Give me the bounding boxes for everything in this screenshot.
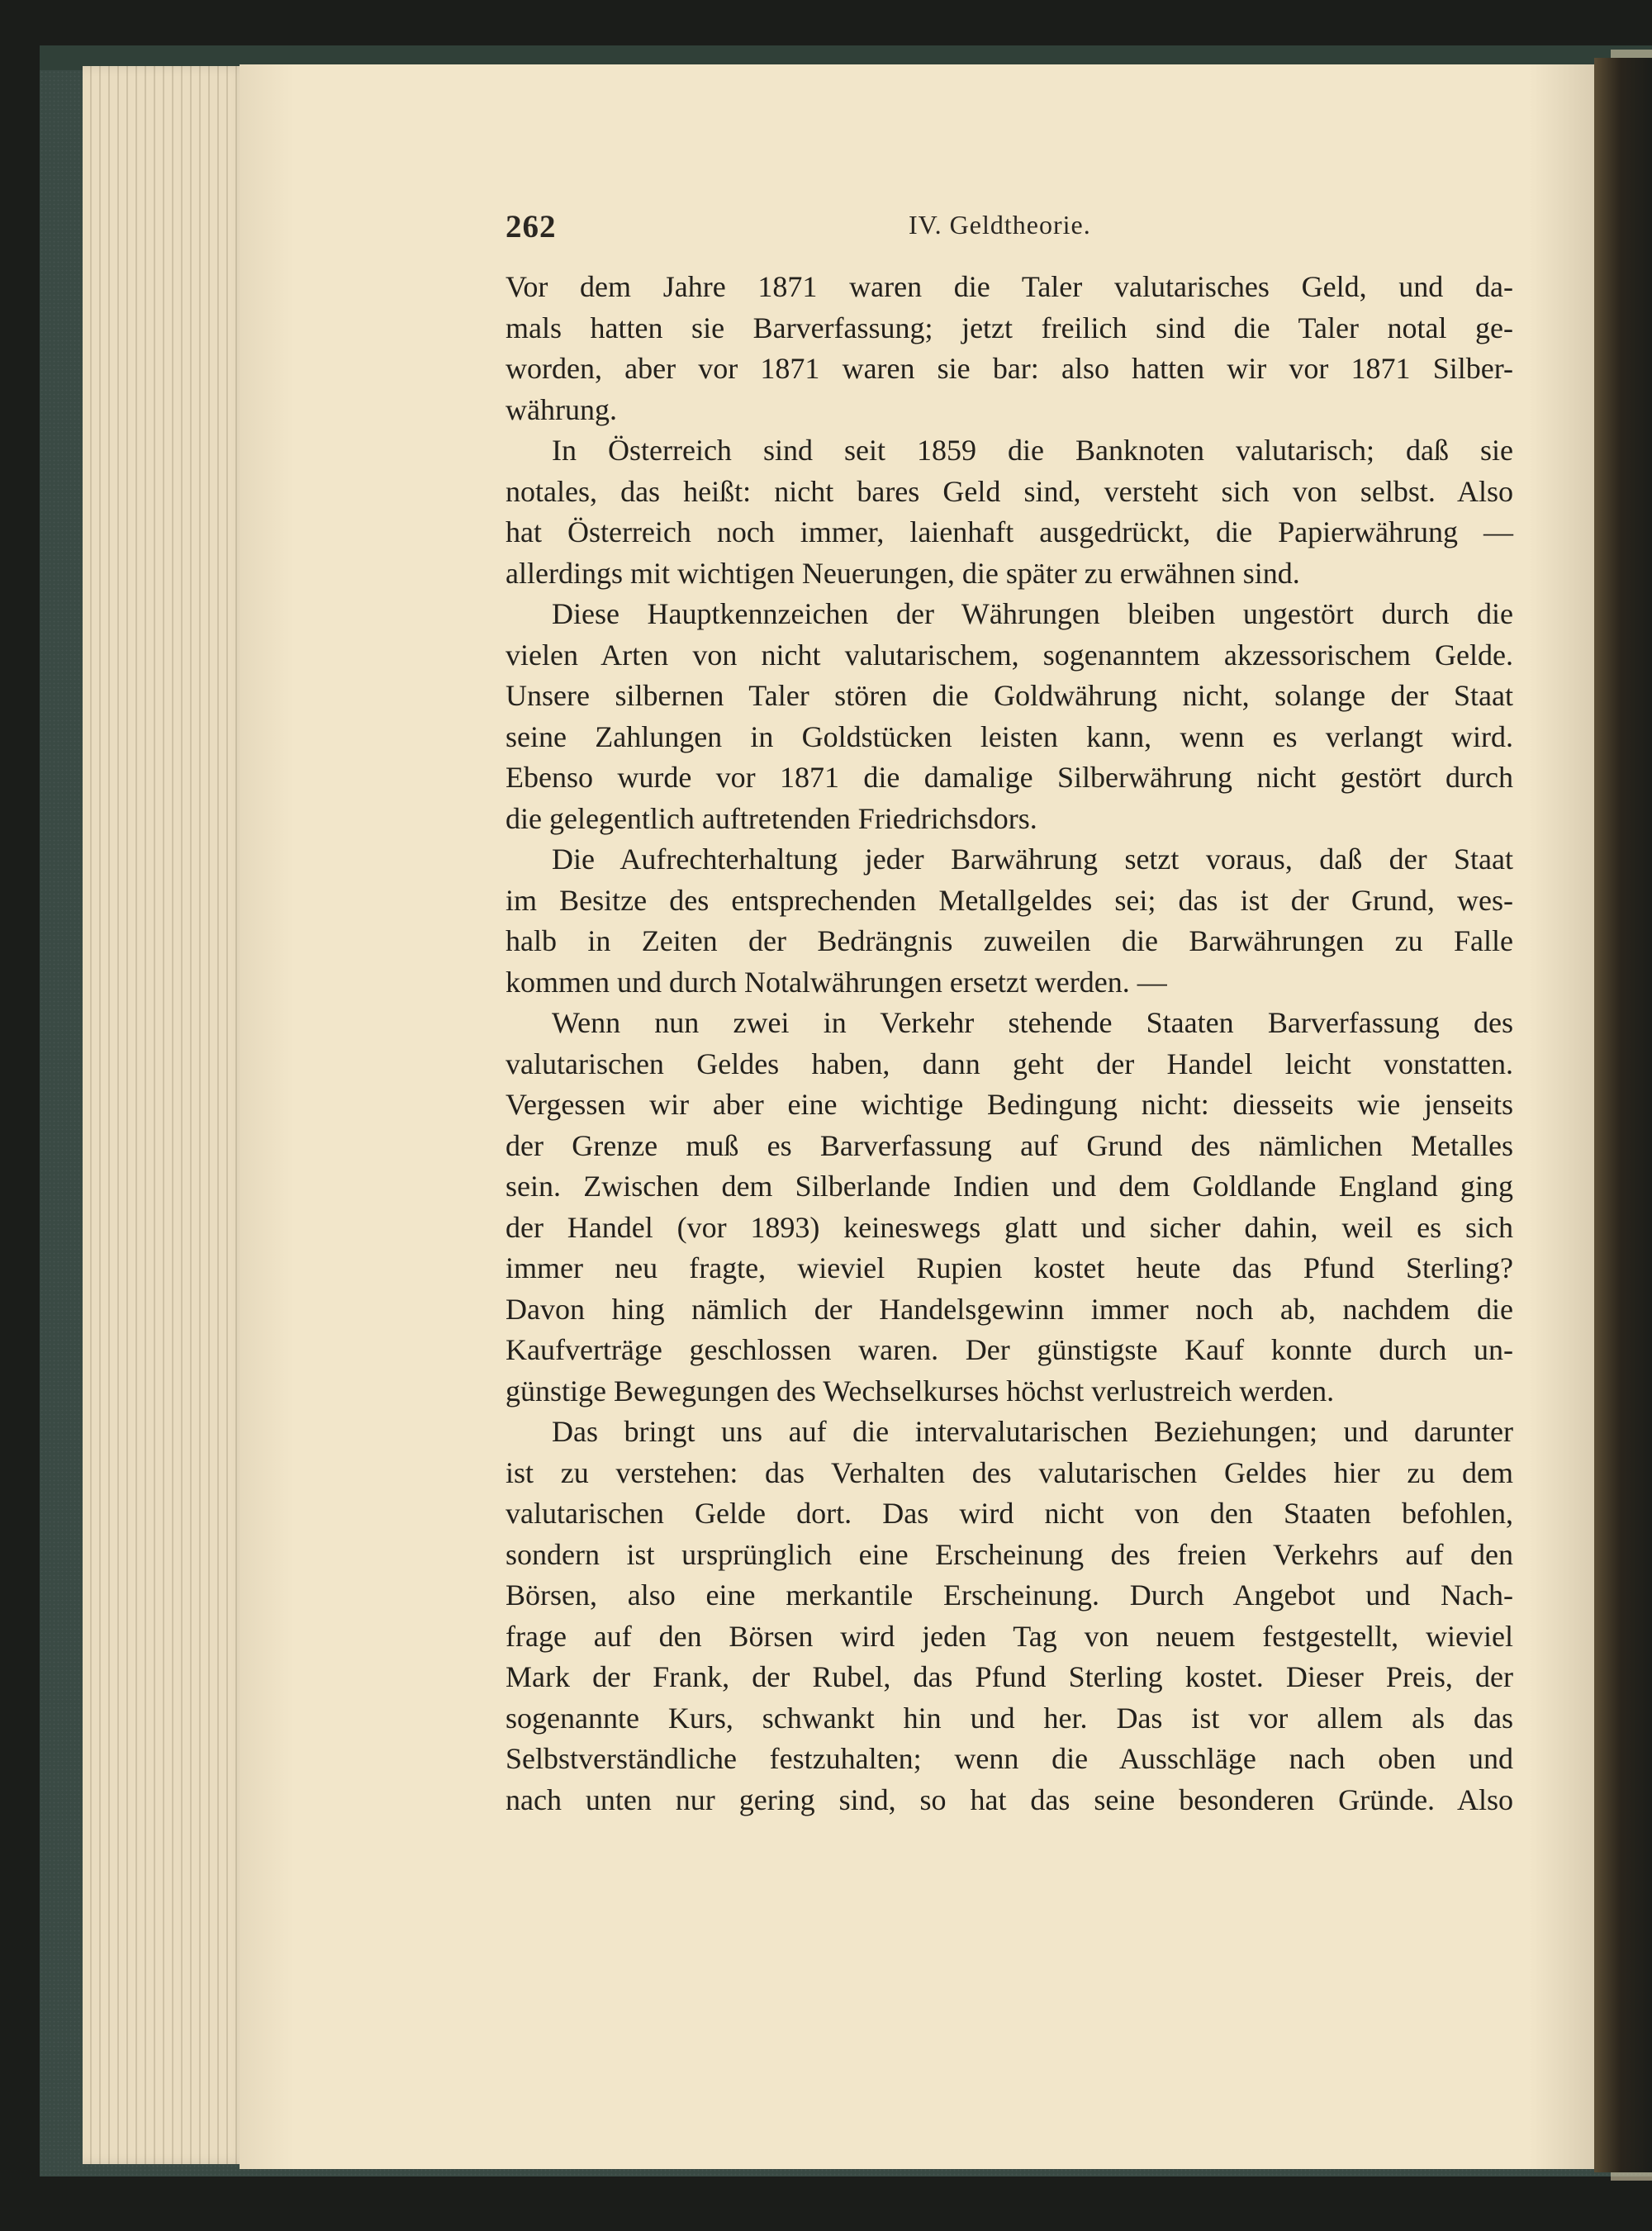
page-header bbox=[506, 208, 1521, 258]
text-line: der Grenze muß es Barverfassung auf Grund des nämlichen Metalles bbox=[506, 1128, 1513, 1162]
page-stack-edges bbox=[83, 66, 248, 2164]
text-line: Vergessen wir aber eine wichtige Bedingung nicht: diesseits wie jenseits bbox=[506, 1088, 1513, 1121]
text-line: Börsen, also eine merkantile Erscheinung. Durch Angebot und Nach- bbox=[506, 1578, 1513, 1612]
text-line: In Österreich sind seit 1859 die Banknoten valutarisch; daß sie bbox=[552, 434, 1513, 467]
text-line: frage auf den Börsen wird jeden Tag von neuem festgestellt, wieviel bbox=[506, 1619, 1513, 1653]
text-line: kommen und durch Notalwährungen ersetzt werden. — bbox=[506, 965, 1167, 999]
text-line: valutarischen Gelde dort. Das wird nicht von den Staaten befohlen, bbox=[506, 1497, 1513, 1530]
text-line: Wenn nun zwei in Verkehr stehende Staaten Barverfassung des bbox=[552, 1006, 1513, 1039]
body-text bbox=[506, 267, 1513, 1820]
text-line: Kaufverträge geschlossen waren. Der günstigste Kauf konnte durch un- bbox=[506, 1333, 1513, 1366]
text-line: worden, aber vor 1871 waren sie bar: also hatten wir vor 1871 Silber- bbox=[506, 352, 1513, 385]
text-line: der Handel (vor 1893) keineswegs glatt und sicher dahin, weil es sich bbox=[506, 1210, 1513, 1244]
text-line: Selbstverständliche festzuhalten; wenn die Ausschläge nach oben und bbox=[506, 1742, 1513, 1775]
text-line: Diese Hauptkennzeichen der Währungen bleiben ungestört durch die bbox=[552, 597, 1513, 630]
text-line: vielen Arten von nicht valutarischem, sogenanntem akzessorischem Gelde. bbox=[506, 638, 1513, 672]
text-line: ist zu verstehen: das Verhalten des valutarischen Geldes hier zu dem bbox=[506, 1455, 1513, 1489]
text-line: sondern ist ursprünglich eine Erscheinung des freien Verkehrs auf den bbox=[506, 1537, 1513, 1571]
text-line: mals hatten sie Barverfassung; jetzt freilich sind die Taler notal ge- bbox=[506, 311, 1513, 344]
text-line: Die Aufrechterhaltung jeder Barwährung setzt voraus, daß der Staat bbox=[552, 843, 1513, 876]
text-line: Das bringt uns auf die intervalutarischen Beziehungen; und darunter bbox=[552, 1415, 1513, 1448]
text-line: Mark der Frank, der Rubel, das Pfund Sterling kostet. Dieser Preis, der bbox=[506, 1660, 1513, 1693]
text-line: halb in Zeiten der Bedrängnis zuweilen die Barwährungen zu Falle bbox=[506, 924, 1513, 957]
text-line: seine Zahlungen in Goldstücken leisten kann, wenn es verlangt wird. bbox=[506, 719, 1513, 753]
text-line: die gelegentlich auftretenden Friedrichsdors. bbox=[506, 801, 1037, 835]
text-line: immer neu fragte, wieviel Rupien kostet heute das Pfund Sterling? bbox=[506, 1251, 1513, 1284]
text-line: günstige Bewegungen des Wechselkurses höchst verlustreich werden. bbox=[506, 1374, 1335, 1407]
text-line: nach unten nur gering sind, so hat das seine besonderen Gründe. Also bbox=[506, 1782, 1513, 1816]
text-line: sogenannte Kurs, schwankt hin und her. Das ist vor allem als das bbox=[506, 1701, 1513, 1735]
text-line: Vor dem Jahre 1871 waren die Taler valutarisches Geld, und da- bbox=[506, 270, 1513, 303]
page-number: 262 bbox=[506, 209, 557, 244]
running-head: IV. Geldtheorie. bbox=[909, 210, 1091, 240]
text-line: hat Österreich noch immer, laienhaft ausgedrückt, die Papierwährung — bbox=[506, 515, 1513, 548]
text-line: notales, das heißt: nicht bares Geld sind, versteht sich von selbst. Also bbox=[506, 474, 1513, 508]
text-line: Unsere silbernen Taler stören die Goldwährung nicht, solange der Staat bbox=[506, 679, 1513, 712]
text-line: allerdings mit wichtigen Neuerungen, die später zu erwähnen sind. bbox=[506, 556, 1300, 590]
text-line: im Besitze des entsprechenden Metallgeldes sei; das ist der Grund, wes- bbox=[506, 883, 1513, 917]
text-line: Ebenso wurde vor 1871 die damalige Silberwährung nicht gestört durch bbox=[506, 761, 1513, 794]
text-line: währung. bbox=[506, 392, 617, 426]
text-line: Davon hing nämlich der Handelsgewinn immer noch ab, nachdem die bbox=[506, 1292, 1513, 1326]
text-line: valutarischen Geldes haben, dann geht der Handel leicht vonstatten. bbox=[506, 1047, 1513, 1080]
text-line: sein. Zwischen dem Silberlande Indien und dem Goldlande England ging bbox=[506, 1170, 1513, 1203]
book-gutter-shadow bbox=[1594, 58, 1652, 2172]
